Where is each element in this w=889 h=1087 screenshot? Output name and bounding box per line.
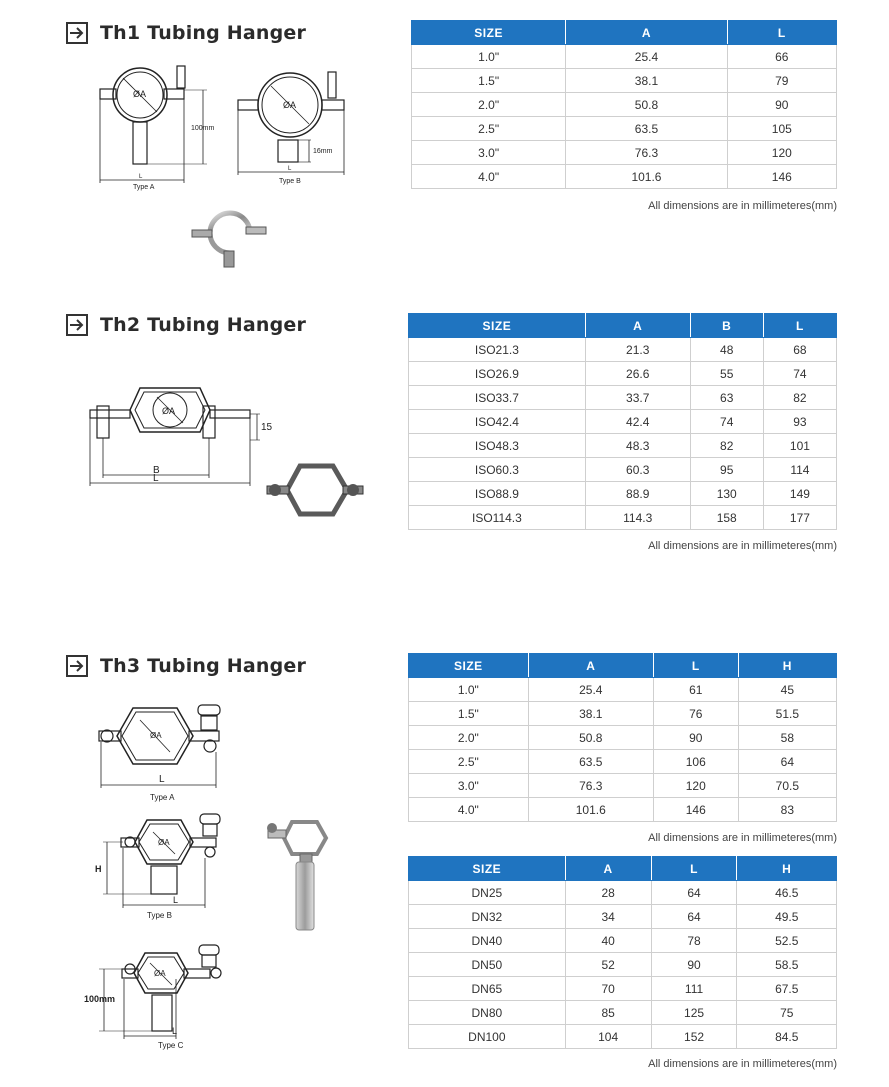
th2-product-photo [265,462,365,522]
table-cell: 4.0" [412,165,566,189]
table-row [412,69,837,93]
table-cell: 76.3 [566,141,727,165]
table-cell: 78 [651,929,737,953]
table-row [409,798,837,822]
table-cell: 28 [565,881,651,905]
table-cell: 106 [653,750,738,774]
section-title-th1 [66,21,306,45]
table-cell: 93 [763,410,836,434]
table-cell: 38.1 [528,702,653,726]
table-cell: 66 [727,45,836,69]
table-cell: 21.3 [585,338,690,362]
table-row [409,386,837,410]
arrow-right-box-icon [66,655,88,677]
table-cell: ISO88.9 [409,482,586,506]
section-title-th3 [66,654,306,678]
th3-dn-spec-table [408,856,837,1049]
table-cell: 4.0" [409,798,529,822]
svg-text:100mm: 100mm [191,125,215,132]
table-cell: 85 [565,1001,651,1025]
dimension-note: All dimensions are in millimeteres(mm) [648,832,837,844]
table-cell: 60.3 [585,458,690,482]
svg-text:ØA: ØA [154,969,166,978]
table-row [409,1001,837,1025]
table-cell: 101.6 [566,165,727,189]
table-cell: 83 [738,798,836,822]
table-cell: 2.0" [409,726,529,750]
th1-technical-drawing [95,60,365,190]
svg-text:Type C: Type C [158,1041,184,1050]
table-cell: 130 [690,482,763,506]
table-cell: 105 [727,117,836,141]
table-cell: 152 [651,1025,737,1049]
table-cell: DN50 [409,953,566,977]
table-cell: 40 [565,929,651,953]
table-cell: 82 [690,434,763,458]
table-cell: 90 [727,93,836,117]
svg-text:Type A: Type A [150,793,175,802]
svg-text:15: 15 [261,422,273,433]
table-header-row [412,21,837,45]
table-cell: 33.7 [585,386,690,410]
table-row [409,410,837,434]
table-cell: 101.6 [528,798,653,822]
arrow-right-box-icon [66,22,88,44]
table-row [412,45,837,69]
table-cell: 79 [727,69,836,93]
table-header-row [409,654,837,678]
table-cell: DN65 [409,977,566,1001]
th3-spec-table [408,653,837,822]
column-header: L [653,654,738,678]
table-cell: 149 [763,482,836,506]
th1-product-photo [188,203,273,268]
svg-text:ØA: ØA [162,406,176,416]
section-title-text: Th1 Tubing Hanger [100,22,307,44]
table-cell: 120 [653,774,738,798]
svg-text:Type B: Type B [147,911,172,920]
table-row [409,1025,837,1049]
table-row [409,750,837,774]
section-title-text: Th2 Tubing Hanger [100,314,307,336]
column-header: A [566,21,727,45]
dimension-note: All dimensions are in millimeteres(mm) [648,200,837,212]
table-cell: 111 [651,977,737,1001]
column-header: SIZE [412,21,566,45]
table-cell: 3.0" [409,774,529,798]
table-cell: 1.5" [409,702,529,726]
table-cell: 48.3 [585,434,690,458]
svg-text:ØA: ØA [283,100,297,110]
table-row [409,905,837,929]
table-row [409,977,837,1001]
dimension-note: All dimensions are in millimeteres(mm) [648,1058,837,1070]
column-header: SIZE [409,314,586,338]
th3-product-photo [262,810,337,935]
table-cell: 2.5" [409,750,529,774]
table-row [409,881,837,905]
table-row [409,726,837,750]
table-cell: 76 [653,702,738,726]
arrow-right-box-icon [66,314,88,336]
table-cell: 95 [690,458,763,482]
svg-text:L: L [153,473,159,484]
svg-text:L: L [173,895,179,905]
table-cell: ISO60.3 [409,458,586,482]
table-row [412,165,837,189]
column-header: SIZE [409,857,566,881]
table-row [409,506,837,530]
table-cell: 84.5 [737,1025,837,1049]
column-header: L [763,314,836,338]
table-cell: ISO48.3 [409,434,586,458]
column-header: SIZE [409,654,529,678]
table-cell: 68 [763,338,836,362]
column-header: A [565,857,651,881]
table-cell: 25.4 [528,678,653,702]
column-header: B [690,314,763,338]
table-cell: 67.5 [737,977,837,1001]
table-cell: 125 [651,1001,737,1025]
svg-text:ØA: ØA [150,731,162,740]
table-row [409,678,837,702]
table-cell: 177 [763,506,836,530]
table-row [412,117,837,141]
table-cell: 46.5 [737,881,837,905]
table-cell: 2.0" [412,93,566,117]
table-cell: 1.0" [409,678,529,702]
table-cell: 90 [653,726,738,750]
table-row [409,774,837,798]
table-cell: 64 [738,750,836,774]
table-row [409,953,837,977]
table-cell: 1.5" [412,69,566,93]
th3-type-c-drawing [84,945,234,1050]
table-cell: 63.5 [566,117,727,141]
table-cell: 52 [565,953,651,977]
table-row [409,362,837,386]
th3-type-a-drawing [95,700,235,803]
table-cell: 26.6 [585,362,690,386]
svg-text:B: B [153,465,160,476]
table-cell: 3.0" [412,141,566,165]
table-cell: 2.5" [412,117,566,141]
table-cell: 76.3 [528,774,653,798]
svg-text:ØA: ØA [133,89,147,99]
table-row [409,458,837,482]
svg-text:100mm: 100mm [84,994,116,1004]
table-row [412,141,837,165]
table-cell: 55 [690,362,763,386]
column-header: H [737,857,837,881]
section-title-th2 [66,313,306,337]
table-cell: 70.5 [738,774,836,798]
table-cell: 58.5 [737,953,837,977]
table-row [412,93,837,117]
svg-text:H: H [95,864,102,874]
table-cell: 104 [565,1025,651,1049]
table-cell: 52.5 [737,929,837,953]
svg-text:L: L [139,174,143,180]
table-cell: 101 [763,434,836,458]
th3-type-b-drawing [95,810,235,922]
column-header: A [585,314,690,338]
table-cell: ISO26.9 [409,362,586,386]
table-cell: 50.8 [528,726,653,750]
table-cell: 42.4 [585,410,690,434]
table-cell: 51.5 [738,702,836,726]
table-cell: 50.8 [566,93,727,117]
svg-text:Type A: Type A [133,184,155,191]
svg-text:L: L [159,774,165,785]
table-cell: 34 [565,905,651,929]
table-cell: DN25 [409,881,566,905]
table-cell: 114.3 [585,506,690,530]
table-cell: 146 [727,165,836,189]
table-cell: 74 [690,410,763,434]
table-header-row [409,314,837,338]
table-cell: 49.5 [737,905,837,929]
table-cell: DN80 [409,1001,566,1025]
table-row [409,434,837,458]
table-cell: 146 [653,798,738,822]
table-cell: 158 [690,506,763,530]
svg-text:L: L [172,1026,178,1036]
table-cell: ISO21.3 [409,338,586,362]
table-cell: 38.1 [566,69,727,93]
svg-text:16mm: 16mm [313,148,333,155]
table-row [409,338,837,362]
section-title-text: Th3 Tubing Hanger [100,655,307,677]
table-cell: 63 [690,386,763,410]
table-cell: 63.5 [528,750,653,774]
svg-text:Type B: Type B [279,178,301,185]
dimension-note: All dimensions are in millimeteres(mm) [648,540,837,552]
table-cell: ISO114.3 [409,506,586,530]
table-cell: 45 [738,678,836,702]
table-cell: ISO42.4 [409,410,586,434]
column-header: A [528,654,653,678]
table-row [409,929,837,953]
th2-technical-drawing [85,378,273,490]
table-cell: 75 [737,1001,837,1025]
table-cell: 64 [651,905,737,929]
table-cell: 1.0" [412,45,566,69]
table-cell: DN100 [409,1025,566,1049]
table-cell: 88.9 [585,482,690,506]
th2-spec-table [408,313,837,530]
table-cell: 64 [651,881,737,905]
table-cell: 82 [763,386,836,410]
table-row [409,482,837,506]
table-row [409,702,837,726]
table-cell: DN40 [409,929,566,953]
table-cell: DN32 [409,905,566,929]
table-cell: 25.4 [566,45,727,69]
table-cell: 114 [763,458,836,482]
table-header-row [409,857,837,881]
th1-spec-table [411,20,837,189]
table-cell: 90 [651,953,737,977]
table-cell: 120 [727,141,836,165]
column-header: L [727,21,836,45]
table-cell: 74 [763,362,836,386]
table-cell: 58 [738,726,836,750]
table-cell: ISO33.7 [409,386,586,410]
column-header: L [651,857,737,881]
table-cell: 48 [690,338,763,362]
table-cell: 70 [565,977,651,1001]
table-cell: 61 [653,678,738,702]
column-header: H [738,654,836,678]
svg-text:L: L [288,166,292,172]
svg-text:ØA: ØA [158,838,170,847]
